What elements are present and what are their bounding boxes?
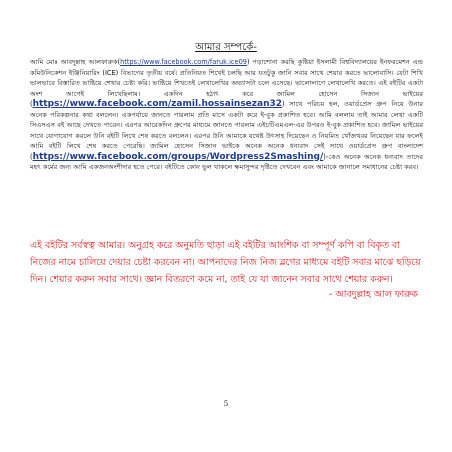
facebook-link-faruk[interactable]: https://www.facebook.com/faruk.ice09 bbox=[120, 58, 247, 66]
facebook-group-link[interactable]: https://www.facebook.com/groups/Wordpress2Smashing/ bbox=[32, 151, 324, 162]
facebook-link-zamil[interactable]: https://www.facebook.com/zamil.hossainsezan32 bbox=[32, 99, 283, 109]
intro-text-3: ) সাথে পরিচয় হল, ওয়ার্ডপ্রেস গ্রুপ নিয়ে উনার অনেক পরিকল্পনার কথা বললেন। একপর্যায়ে জানতে পারলাম প্রতি মাসে একটা করে ই-বুক প্রকাশিত হবে। আমি বললাম তাই আমার লেখা একটি সিএসএস বই আছে দেখতে পারেন। এরপর আরেকদিন গ্রুপের মাধ্যমে জানতে পারলাম এইচটিএমএল-এর উপরও ই-বুক প্রকাশিত হবে। জামিল ভাইয়ের সাথে যোগাযোগ করলে উনি বইটি লিখে শেষ করতে বললেন। এরপর উনি আমাকে যথেষ্ট উৎসাহ দিয়েছেন ও নিয়মিত খোঁজখবর নিয়েছেন যার ফলেই আমি বইটি লিখে শেষ করতে পেরেছি। জামিল হোসেন সিজান ভাইকে অনেক অনেক ধন্যবাদ সেই সাথে ওয়ার্ডপ্রেস গ্রুপ বাংলাদেশ ( bbox=[30, 100, 423, 161]
copyright-notice: এই বইটির সর্বস্বত্ব আমার। অনুগ্রহ করে অনুমতি ছাড়া এই বইটির আংশিক বা সম্পূর্ণ কপি বা বিকৃত বা নিজের নামে চালিয়ে দেয়ার চেষ্টা করবেন না। আপনাদের নিজ নিজ ব্লগের মাধ্যমে বইটি সবার মাঝে ছড়িয়ে দিন। শেয়ার করুন সবার সাথে। জ্ঞান বিতরণে কমে না, তাই যে যা জানেন সবার সাথে শেয়ার করুন। bbox=[30, 240, 421, 285]
intro-text-2: ) পড়াশোনা করছি কুষ্টিয়া ইসলামী বিশ্ববিদ্যালয়ের ইনফরমেশন এন্ড কমিউনিকেশন ইঞ্জিনিয়ারিং (ICE) বিভাগের তৃতীয় বর্ষে। প্রতিনিয়ত শিখেই চলছি আর যতটুকু জানি সবার সাথে শেয়ার করতে ভালোবাসি। যেটা শিখি ভালভাবে বিস্তারিত ভাষ্টিয়ে শেখার চেষ্টা করি। ভাষ্টিয়ে শিখতেই লেখালেখির অভ্যাসটা চলে এসেছে। ভালোলাগে লেখালেখি করতে। এই বইটির একটা অংশ আগেই লিখেছিলাম। একদিন হঠাৎ করে জামিল হোসেন সিজান ভাইয়ের ( bbox=[30, 58, 423, 108]
intro-text-1: আমি মোঃ আবদুল্লাহ আলফারুক( bbox=[30, 58, 121, 66]
author-signature: - আবদুল্লাহ আল ফারুক bbox=[329, 289, 418, 300]
page-title: আমার সম্পর্কে- bbox=[195, 42, 257, 53]
intro-text-4: )-কেও অনেক অনেক ধন্যবাদ তাদের মহৎ কর্মের জন্য আমি একজনঅংশীদার হতে পেরে। বইটিতে কোন ভুল থাকলে ক্ষমাসুন্দর দৃষ্টিতে দেখবেন এবং আমাকে জানালে সমাধানের চেষ্টা করব। bbox=[30, 152, 423, 171]
about-paragraph bbox=[30, 57, 423, 173]
page-number: 5 bbox=[223, 400, 229, 408]
